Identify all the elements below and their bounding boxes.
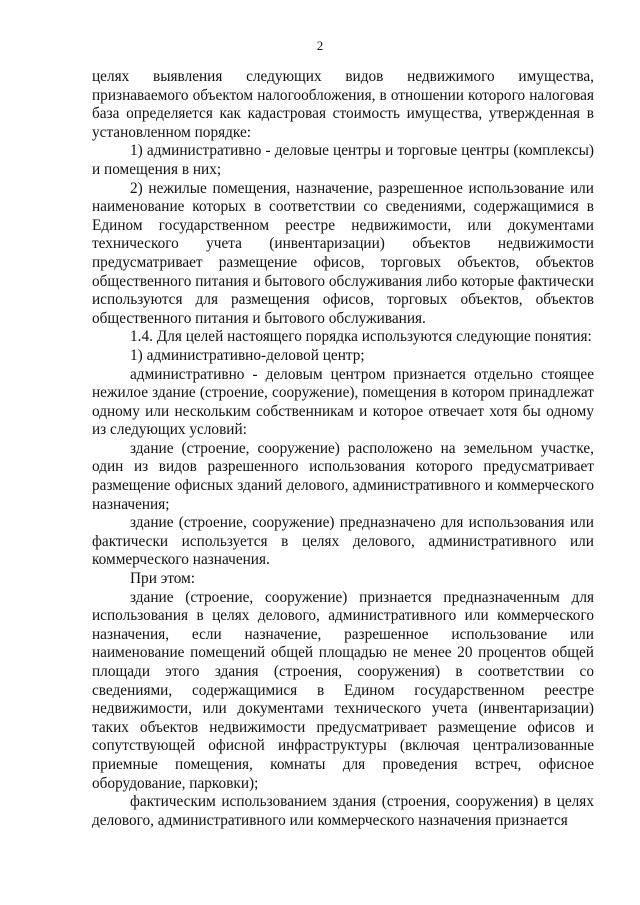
paragraph-section-1-4: 1.4. Для целей настоящего порядка используются следующие понятия: bbox=[130, 328, 592, 346]
paragraph-term-definition: административно - деловым центром признается отдельно стоящее нежилое здание (строение, сооружение), помещения в котором принадлежат одному или нескольким собственникам и которое отвечает хотя бы одному из следующих условий: bbox=[92, 365, 594, 439]
paragraph-condition-1: здание (строение, сооружение) расположено на земельном участке, один из видов разрешенного использования которого предусматривает размещение офисных зданий делового, административного и коммерческого назначения; bbox=[92, 439, 594, 513]
document-body bbox=[92, 68, 594, 830]
paragraph-note-actual-use: фактическим использованием здания (строения, сооружения) в целях делового, административного или коммерческого назначения признается bbox=[92, 793, 594, 829]
page-number: 2 bbox=[316, 38, 324, 53]
paragraph-condition-2: здание (строение, сооружение) предназначено для использования или фактически используется в целях делового, административного или коммерческого назначения. bbox=[92, 514, 594, 569]
paragraph-item-2: 2) нежилые помещения, назначение, разрешенное использование или наименование которых в соответствии со сведениями, содержащимися в Едином государственном реестре недвижимости, или документами технического учета (инвентаризации) объектов недвижимости предусматривает размещение офисов, торговых объектов, объектов общественного питания и бытового обслуживания либо которые фактически используются для размещения офисов, торговых объектов, объектов общественного питания и бытового обслуживания. bbox=[92, 179, 594, 327]
paragraph-item-1: 1) административно - деловые центры и торговые центры (комплексы) и помещения в них; bbox=[92, 142, 594, 178]
paragraph-intro: целях выявления следующих видов недвижимого имущества, признаваемого объектом налогообложения, в отношении которого налоговая база определяется как кадастровая стоимость имущества, утвержденная в установленном порядке: bbox=[92, 68, 594, 141]
paragraph-term-heading: 1) административно-деловой центр; bbox=[130, 346, 365, 364]
paragraph-note-purpose: здание (строение, сооружение) признается предназначенным для использования в целях делового, административного или коммерческого назначения, если назначение, разрешенное использование или наименование помещений общей площадью не менее 20 процентов общей площади этого здания (строения, сооружения) в соответствии со сведениями, содержащимися в Едином государственном реестре недвижимости, или документами технического учета (инвентаризации) таких объектов недвижимости предусматривает размещение офисов и сопутствующей офисной инфраструктуры (включая централизованные приемные помещения, комнаты для проведения встреч, офисное оборудование, парковки); bbox=[92, 588, 594, 792]
paragraph-note-heading: При этом: bbox=[130, 570, 196, 588]
